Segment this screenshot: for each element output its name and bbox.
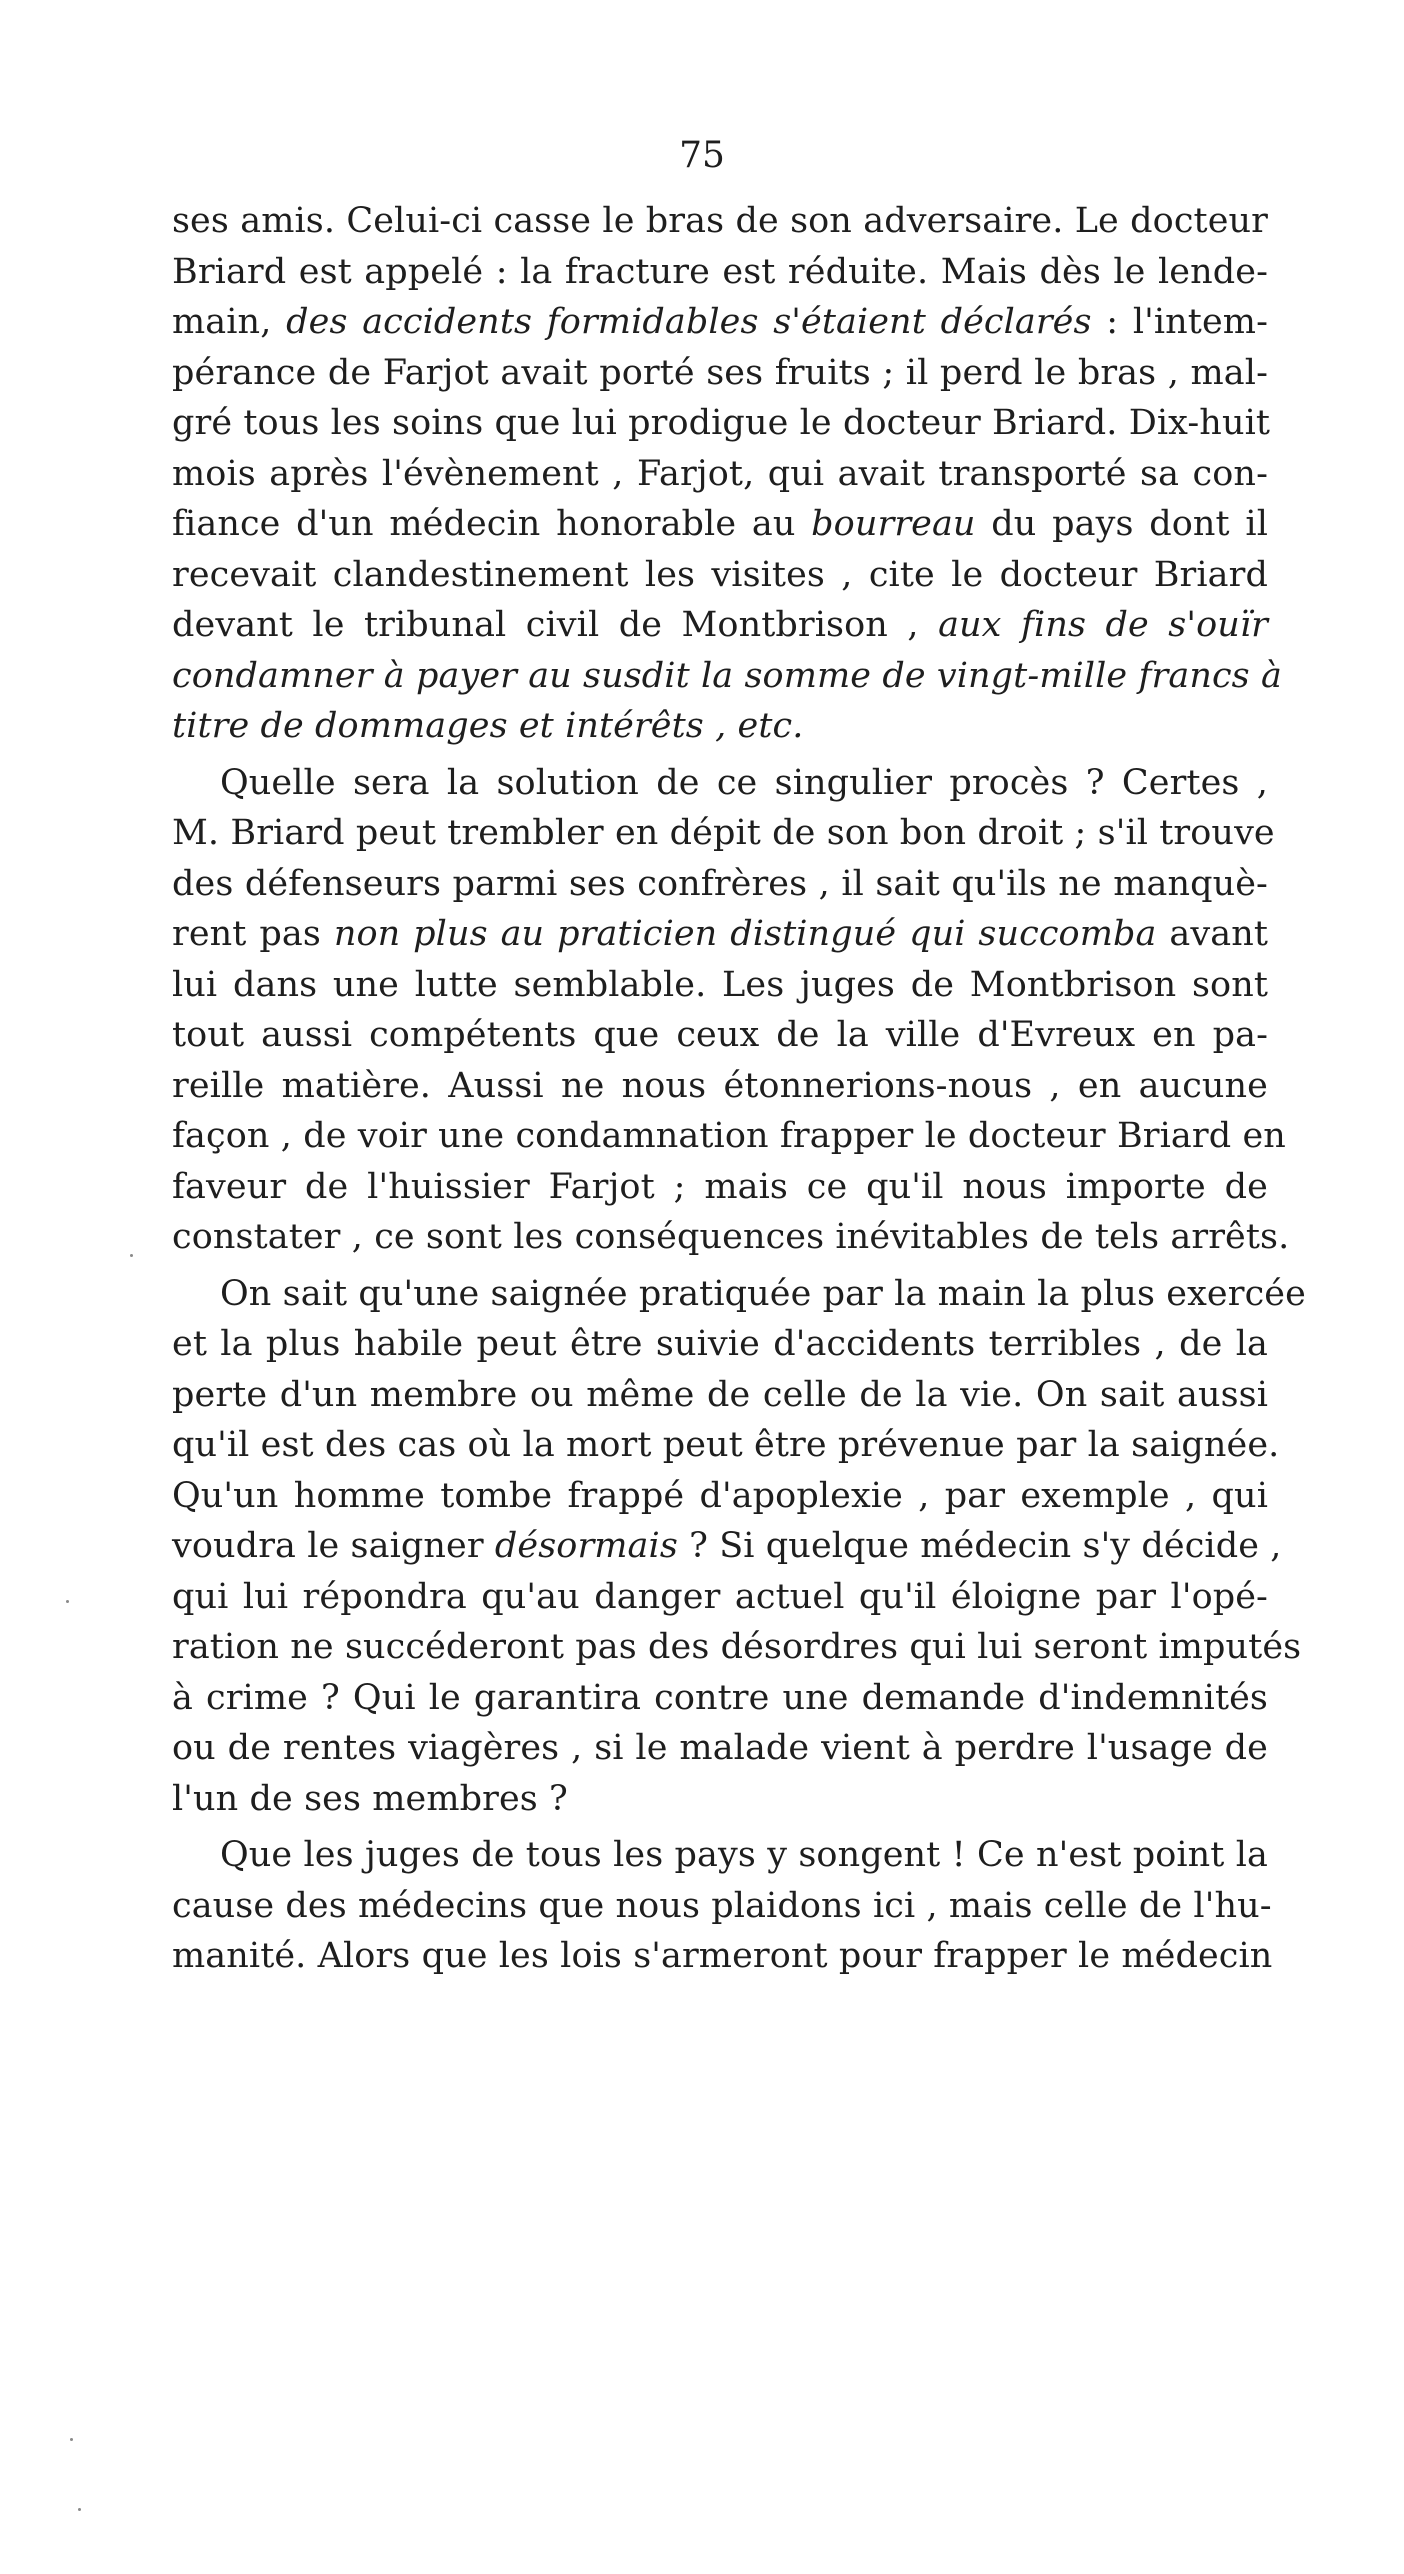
text-line: manité. Alors que les lois s'armeront pour frapper le médecin (172, 1936, 1273, 1976)
text-line: recevait clandestinement les visites , cite le docteur Briard (172, 554, 1268, 595)
text-line: l'un de ses membres ? (172, 1778, 568, 1819)
text-line: façon , de voir une condamnation frapper le docteur Briard en (172, 1116, 1286, 1156)
italic-text: bourreau (811, 504, 976, 544)
scan-speck (130, 1254, 133, 1257)
scan-speck (70, 2438, 73, 2441)
text-line (172, 701, 1268, 752)
text-span: rent pas (172, 914, 334, 954)
text-line: Briard est appelé : la fracture est réduite. Mais dès le lende- (172, 251, 1268, 292)
text-line: et la plus habile peut être suivie d'accidents terribles , de la (172, 1324, 1268, 1364)
italic-text: non plus au praticien distingué qui succomba (333, 914, 1157, 954)
text-line: des défenseurs parmi ses confrères , il sait qu'ils ne manquè- (172, 863, 1268, 904)
text-line: reille matière. Aussi ne nous étonnerions-nous , en aucune (172, 1065, 1268, 1106)
text-span: fiance d'un médecin honorable au (172, 504, 812, 544)
text-line: ses amis. Celui-ci casse le bras de son adversaire. Le docteur (172, 201, 1268, 241)
text-line: qu'il est des cas où la mort peut être prévenue par la saignée. (172, 1425, 1280, 1465)
text-line (172, 651, 1282, 702)
text-span: : l'intem- (1091, 302, 1268, 342)
text-line: faveur de l'huissier Farjot ; mais ce qu'il nous importe de (172, 1166, 1268, 1207)
text-line: constater , ce sont les conséquences inévitables de tels arrêts. (172, 1217, 1290, 1257)
text-span: du pays dont il (975, 504, 1268, 544)
text-line: M. Briard peut trembler en dépit de son bon droit ; s'il trouve (172, 813, 1275, 853)
text-line: à crime ? Qui le garantira contre une demande d'indemnités (172, 1677, 1268, 1718)
text-line: pérance de Farjot avait porté ses fruits ; il perd le bras , mal- (172, 352, 1268, 393)
text-span: avant (1156, 914, 1268, 954)
text-span: devant le tribunal civil de Montbrison , (172, 605, 939, 645)
paragraph (172, 1830, 1273, 1982)
text-line: tout aussi compétents que ceux de la ville d'Evreux en pa- (172, 1015, 1268, 1055)
body-text (172, 196, 1306, 1982)
text-line: mois après l'évènement , Farjot, qui avait transporté sa con- (172, 453, 1268, 494)
text-line: perte d'un membre ou même de celle de la vie. On sait aussi (172, 1374, 1268, 1415)
scan-speck (66, 1600, 69, 1603)
text-line: Quelle sera la solution de ce singulier procès ? Certes , (220, 762, 1268, 803)
text-line: qui lui répondra qu'au danger actuel qu'il éloigne par l'opé- (172, 1576, 1268, 1617)
italic-text: aux fins de s'ouïr (938, 605, 1269, 645)
page-number: 75 (679, 135, 725, 176)
text-line: ration ne succéderont pas des désordres qui lui seront imputés (172, 1627, 1302, 1667)
text-line (172, 297, 1268, 348)
text-line: ou de rentes viagères , si le malade vient à perdre l'usage de (172, 1728, 1268, 1768)
text-line (172, 499, 1268, 550)
text-line: Qu'un homme tombe frappé d'apoplexie , par exemple , qui (172, 1475, 1268, 1516)
text-span: voudra le saigner (172, 1526, 495, 1566)
text-span: main, (172, 302, 287, 342)
italic-text: des accidents formidables s'étaient déclarés (286, 302, 1092, 342)
text-span: ? Si quelque médecin s'y décide , (677, 1526, 1282, 1566)
italic-text: désormais (494, 1526, 678, 1566)
text-line (172, 1521, 1282, 1572)
paragraph (172, 758, 1290, 1263)
text-line (172, 600, 1268, 651)
paragraph (172, 1269, 1306, 1825)
paragraph (172, 196, 1282, 752)
text-line: Que les juges de tous les pays y songent ! Ce n'est point la (220, 1835, 1268, 1875)
text-line: lui dans une lutte semblable. Les juges de Montbrison sont (172, 964, 1268, 1005)
text-line: On sait qu'une saignée pratiquée par la main la plus exercée (220, 1273, 1306, 1314)
italic-text: condamner à payer au susdit la somme de vingt-mille francs à (172, 655, 1282, 696)
text-line: cause des médecins que nous plaidons ici , mais celle de l'hu- (172, 1885, 1272, 1926)
text-line: gré tous les soins que lui prodigue le docteur Briard. Dix-huit (172, 403, 1271, 443)
scan-speck (78, 2508, 81, 2511)
italic-text: titre de dommages et intérêts , etc. (172, 706, 804, 746)
text-line (172, 909, 1268, 960)
